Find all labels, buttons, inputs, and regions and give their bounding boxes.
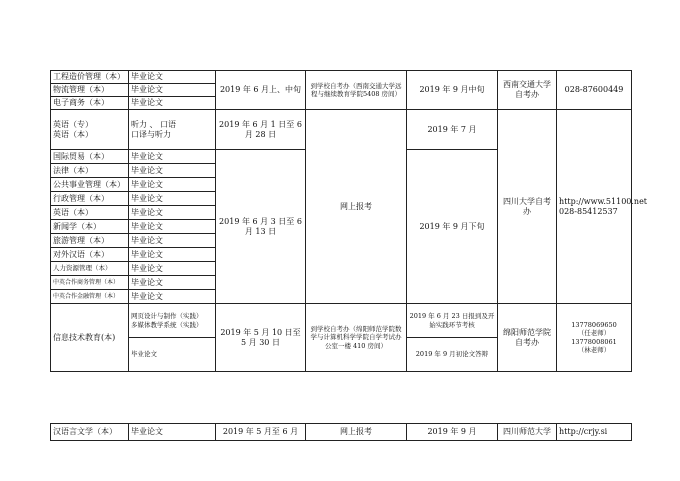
course-cell: 毕业论文: [129, 338, 216, 372]
course-cell: 毕业论文: [129, 150, 216, 164]
school-cell: 绵阳师范学院自考办: [498, 304, 557, 372]
major-cell: 中英合作金融管理（本）: [51, 290, 129, 304]
course-cell: 毕业论文: [129, 262, 216, 276]
contact-cell: http://crjy.si: [557, 424, 632, 441]
course-cell: 毕业论文: [129, 206, 216, 220]
course-cell: 听力 、 口语 口译与听力: [129, 110, 216, 150]
application-time-cell: 2019 年 6 月 1 日至 6 月 28 日: [216, 110, 306, 150]
course-cell: 网页设计与制作（实践） 多媒体教学系统（实践）: [129, 304, 216, 338]
application-method-cell: 到学校自考办（绵阳师范学院数学与计算机科学学院自学考试办公室一楼 410 房间）: [306, 304, 407, 372]
application-time-cell: 2019 年 6 月上、中旬: [216, 71, 306, 110]
major-cell: 对外汉语（本）: [51, 248, 129, 262]
exam-time-cell: 2019 年 7 月: [407, 110, 498, 150]
course-cell: 毕业论文: [129, 97, 216, 110]
application-method-cell: 网上报考: [306, 424, 407, 441]
major-cell: 信息技术教育(本): [51, 304, 129, 372]
main-table: [50, 70, 648, 372]
major-cell: 中英合作商务管理（本）: [51, 276, 129, 290]
application-time-cell: 2019 年 5 月至 6 月: [216, 424, 306, 441]
major-cell: 物流管理（本）: [51, 84, 129, 97]
course-cell: 毕业论文: [129, 164, 216, 178]
bottom-table: [50, 423, 632, 441]
course-cell: 毕业论文: [129, 248, 216, 262]
course-cell: 毕业论文: [129, 220, 216, 234]
application-time-cell: 2019 年 6 月 3 日至 6 月 13 日: [216, 150, 306, 304]
major-cell: 人力资源管理（本）: [51, 262, 129, 276]
school-cell: 四川大学自考办: [498, 110, 557, 304]
application-method-cell: 网上报考: [306, 110, 407, 304]
exam-time-cell: 2019 年 9 月初论文答辩: [407, 338, 498, 372]
major-cell: 英语（专） 英语（本）: [51, 110, 129, 150]
contact-cell: 028-87600449: [557, 71, 632, 110]
major-cell: 国际贸易（本）: [51, 150, 129, 164]
major-cell: 英语（本）: [51, 206, 129, 220]
major-cell: 电子商务（本）: [51, 97, 129, 110]
school-cell: 四川师范大学: [498, 424, 557, 441]
major-cell: 工程造价管理（本）: [51, 71, 129, 84]
major-cell: 新闻学（本）: [51, 220, 129, 234]
major-cell: 旅游管理（本）: [51, 234, 129, 248]
course-cell: 毕业论文: [129, 290, 216, 304]
course-cell: 毕业论文: [129, 84, 216, 97]
exam-time-cell: 2019 年 9 月中旬: [407, 71, 498, 110]
exam-time-cell: 2019 年 9 月: [407, 424, 498, 441]
contact-cell: http://www.51100.net 028-85412537: [557, 110, 632, 304]
school-cell: 西南交通大学自考办: [498, 71, 557, 110]
course-cell: 毕业论文: [129, 424, 216, 441]
contact-cell: 13778069650 （任老师） 13778008061 （林老师）: [557, 304, 632, 372]
exam-time-cell: 2019 年 6 月 23 日报到及开始实践环节考核: [407, 304, 498, 338]
course-cell: 毕业论文: [129, 71, 216, 84]
major-cell: 行政管理（本）: [51, 192, 129, 206]
major-cell: 法律（本）: [51, 164, 129, 178]
application-time-cell: 2019 年 5 月 10 日至 5 月 30 日: [216, 304, 306, 372]
course-cell: 毕业论文: [129, 192, 216, 206]
course-cell: 毕业论文: [129, 276, 216, 290]
exam-time-cell: 2019 年 9 月下旬: [407, 150, 498, 304]
course-cell: 毕业论文: [129, 178, 216, 192]
application-method-cell: 到学校自考办（西南交通大学远程与继续教育学院5408 房间）: [306, 71, 407, 110]
course-cell: 毕业论文: [129, 234, 216, 248]
major-cell: 汉语言文学（本）: [51, 424, 129, 441]
major-cell: 公共事业管理（本）: [51, 178, 129, 192]
